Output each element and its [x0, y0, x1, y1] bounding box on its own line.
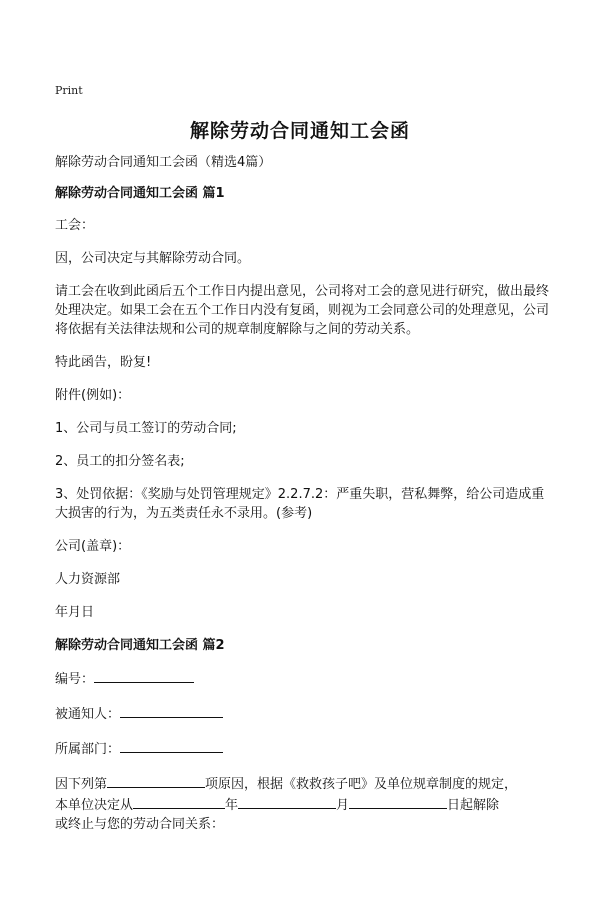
notified-label: 被通知人：	[55, 707, 121, 722]
company-seal-label: 公司(盖章)：	[55, 539, 131, 554]
reason-part1: 因下列第	[55, 777, 108, 792]
document-subtitle: 解除劳动合同通知工会函（精选4篇）	[55, 155, 272, 170]
year-blank[interactable]	[133, 794, 225, 809]
notified-blank[interactable]	[120, 703, 223, 718]
decision-part2: 日起解除	[447, 798, 500, 813]
decision-month: 月	[336, 798, 350, 813]
print-label: Print	[55, 84, 83, 97]
reason-paragraph	[55, 773, 550, 834]
section1-paragraph-1: 因，公司决定与其解除劳动合同。	[55, 251, 251, 266]
decision-year: 年	[225, 798, 239, 813]
reason-part2: 项原因，根据《救救孩子吧》及单位规章制度的规定，	[205, 777, 518, 792]
section1-heading: 解除劳动合同通知工会函 篇1	[55, 186, 225, 201]
reason-blank[interactable]	[107, 773, 205, 788]
dept-blank[interactable]	[120, 738, 223, 753]
department-field	[55, 738, 550, 759]
month-blank[interactable]	[238, 794, 336, 809]
dept-label: 所属部门：	[55, 742, 121, 757]
attachment-1: 1、公司与员工签订的劳动合同;	[55, 421, 237, 436]
attachment-3: 3、处罚依据：《奖励与处罚管理规定》2.2.7.2：严重失职，营私舞弊，给公司造成重大损害的行为，为五类责任永不录用。(参考)	[55, 487, 545, 521]
section2-heading: 解除劳动合同通知工会函 篇2	[55, 638, 225, 653]
decision-part3: 或终止与您的劳动合同关系：	[55, 817, 225, 832]
attachment-2: 2、员工的扣分签名表;	[55, 454, 185, 469]
number-blank[interactable]	[94, 668, 194, 683]
section1-paragraph-2: 请工会在收到此函后五个工作日内提出意见，公司将对工会的意见进行研究，做出最终处理决定。如果工会在五个工作日内没有复函，则视为工会同意公司的处理意见，公司将依据有关法律法规和公司的规章制度解除与之间的劳动关系。	[55, 284, 550, 337]
salutation: 工会：	[55, 218, 95, 233]
date-line: 年月日	[55, 605, 95, 620]
department-name: 人力资源部	[55, 572, 121, 587]
number-field	[55, 668, 550, 689]
number-label: 编号：	[55, 672, 95, 687]
document-title: 解除劳动合同通知工会函	[189, 120, 410, 142]
attachments-label: 附件(例如)：	[55, 388, 131, 403]
document-body	[55, 153, 550, 834]
notified-field	[55, 703, 550, 724]
decision-part1: 本单位决定从	[55, 798, 134, 813]
day-blank[interactable]	[349, 794, 447, 809]
section1-paragraph-3: 特此函告，盼复!	[55, 355, 152, 370]
